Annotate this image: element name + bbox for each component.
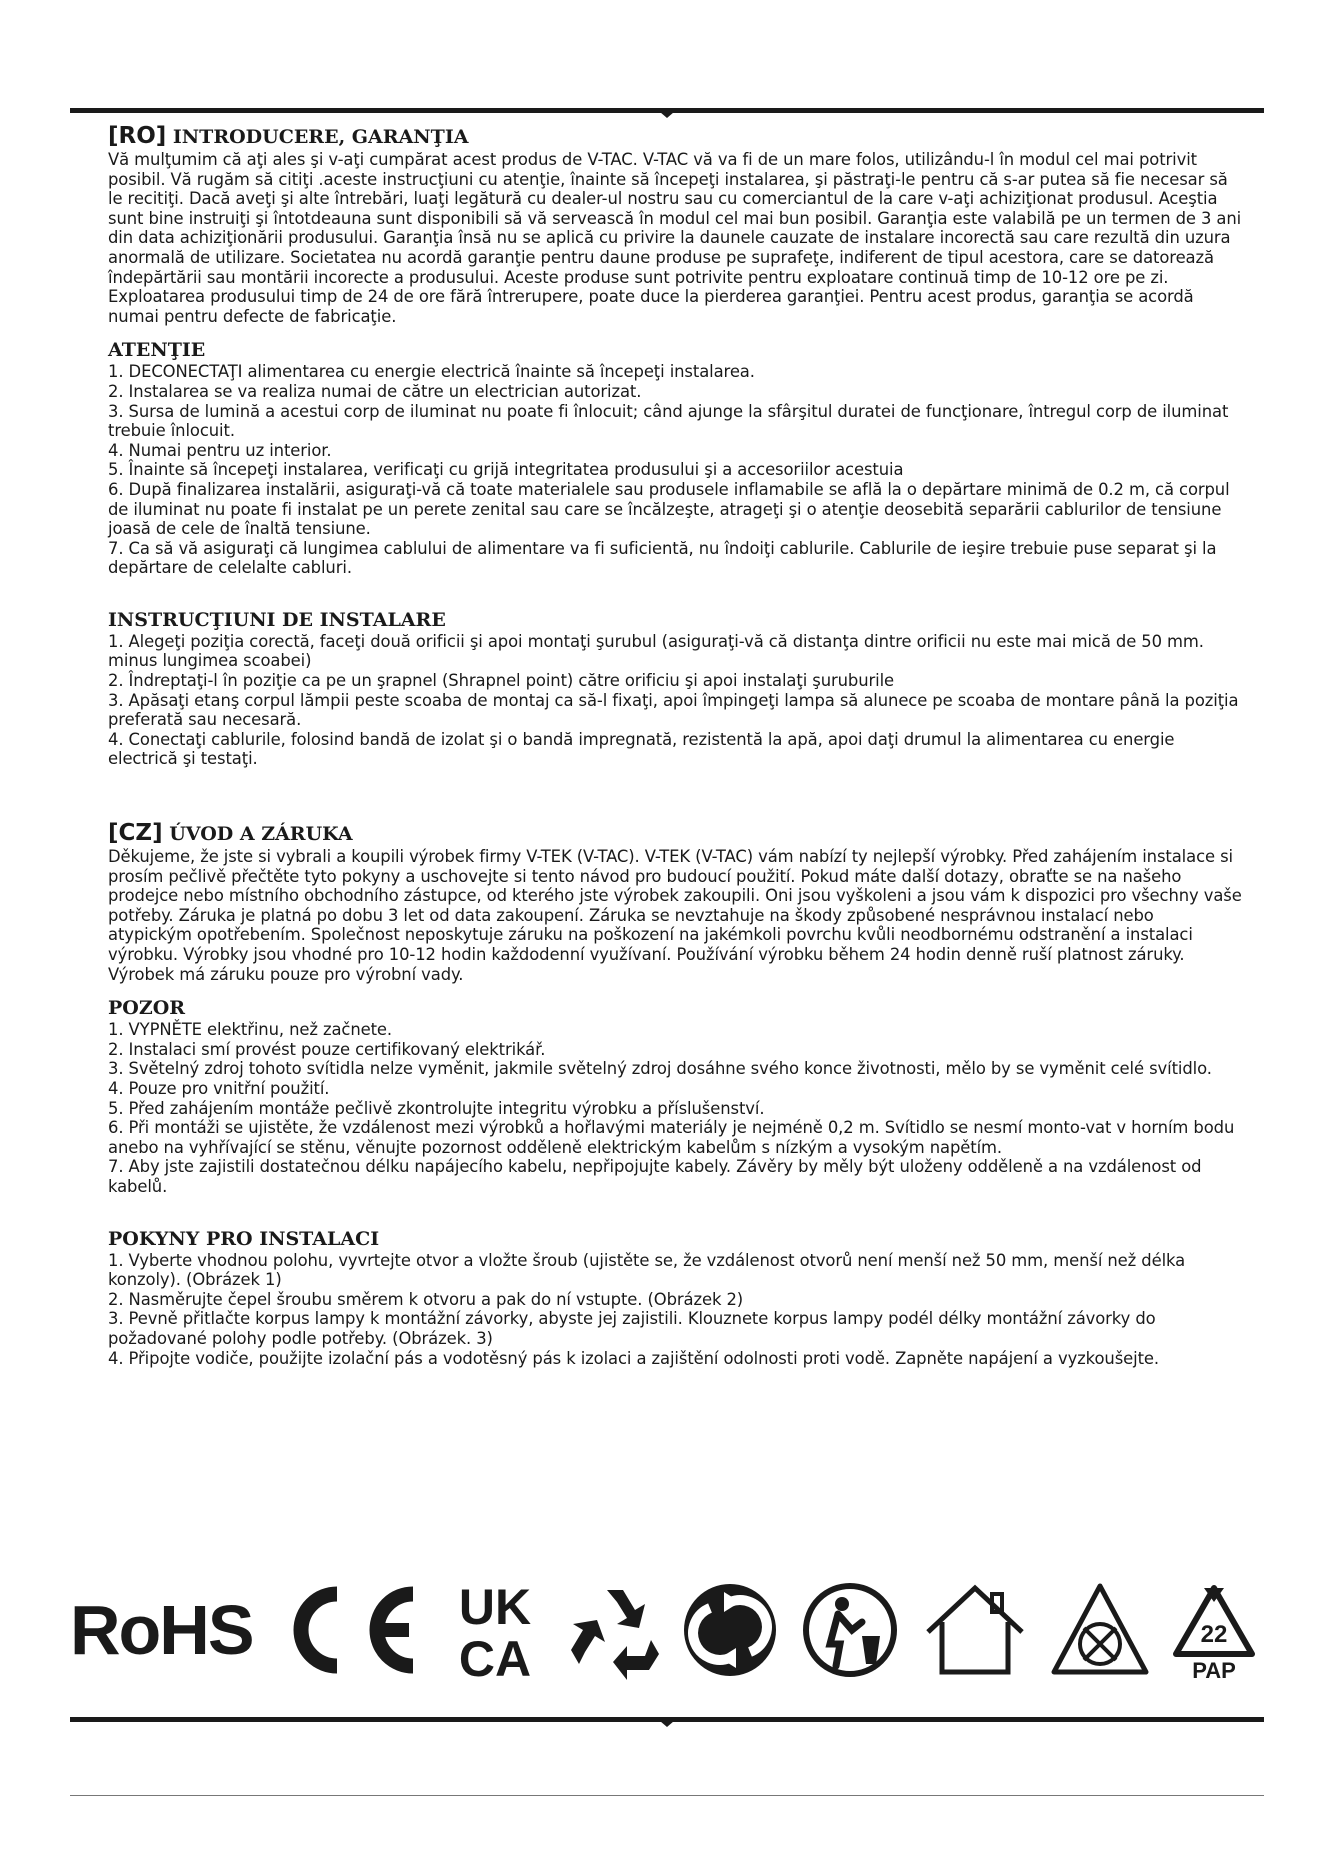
list-item: 7. Aby jste zajistili dostatečnou délku napájecího kabelu, nepřipojujte kabely. Závěry by měly být uloženy odděleně a na vzdálenost od kabelů. [108,1157,1202,1196]
green-dot-icon [680,1580,780,1680]
cz-install-list [108,1251,1242,1369]
pap-recycling-icon [1164,1580,1264,1680]
section-ro [108,124,1242,769]
list-item: 5. Před zahájením montáže pečlivě zkontrolujte integritu výrobku a příslušenství. [108,1098,765,1118]
top-rule [70,108,1264,113]
cz-install-title: POKYNY PRO INSTALACI [108,1227,380,1250]
ro-install-list [108,632,1242,769]
cz-attention-list [108,1020,1242,1196]
ukca-mark-icon [445,1580,545,1680]
cz-title: ÚVOD A ZÁRUKA [169,823,353,846]
list-item: 2. Îndreptaţi-l în poziţie ca pe un şrapnel (Shrapnel point) către orificiu şi apoi instalaţi şuruburile [108,671,895,691]
list-item: 1. VYPNĚTE elektřinu, než začnete. [108,1020,393,1040]
ce-mark-icon [275,1580,425,1680]
ro-code: [RO] [108,123,167,149]
ro-title: INTRODUCERE, GARANŢIA [172,126,469,148]
list-item: 4. Pouze pro vnitřní použití. [108,1078,330,1098]
document-body [108,124,1242,1368]
list-item: 6. Při montáži se ujistěte, že vzdálenost mezi výrobků a hořlavými materiály je nejméně 0,2 m. Svítidlo se nesmí monto-vat v horním bodu anebo na vyhřívající se stěnu, věnujte pozornost odděleně elektrickým kabelům s nízkým a vysokým napětím. [108,1118,1235,1157]
ukca-ca-text: CA [458,1631,532,1680]
list-item: 3. Apăsaţi etanş corpul lămpii peste scoaba de montaj ca să-l fixaţi, apoi împingeţi lampa să alunece pe scoaba de montare până la poziţia preferată sau necesară. [108,690,1239,730]
list-item: 4. Připojte vodiče, použijte izolační pás a vodotěsný pás k izolaci a zajištění odolnosti proti vodě. Zapněte napájení a vyzkoušejte. [108,1348,1159,1368]
list-item: 4. Conectaţi cablurile, folosind bandă de izolat şi o bandă impregnată, rezistentă la apă, apoi daţi drumul la alimentarea cu energie electrică şi testaţi. [108,729,1175,769]
list-item: 3. Sursa de lumină a acestui corp de iluminat nu poate fi înlocuit; când ajunge la sfârşitul duratei de funcţionare, întregul corp de iluminat trebuie înlocuit. [108,401,1229,441]
pap-label: PAP [1192,1658,1236,1680]
list-item: 2. Nasměrujte čepel šroubu směrem k otvoru a pak do ní vstupte. (Obrázek 2) [108,1289,744,1309]
cz-code: [CZ] [108,820,163,847]
list-item: 7. Ca să vă asiguraţi că lungimea cablului de alimentare va fi suficientă, nu îndoiţi cablurile. Cablurile de ieşire trebuie puse separat şi la depărtare de celelalte cabluri. [108,538,1217,578]
indoor-use-icon [920,1580,1030,1680]
section-cz [108,821,1242,1368]
list-item: 6. După finalizarea instalării, asiguraţi-vă că toate materialele sau produsele inflamabile se află la o depărtare minimă de 0.2 m, că corpul de iluminat nu poate fi instalat pe un perete zenital sau care se încălzeşte, atrageţi şi o atenţie deosebită separării cablurilor de tensiune joasă de cele de înaltă tensiune. [108,479,1230,539]
list-item: 4. Numai pentru uz interior. [108,440,332,460]
ro-heading [108,124,1242,149]
list-item: 2. Instalarea se va realiza numai de către un electrician autorizat. [108,381,642,401]
cz-intro: Děkujeme, že jste si vybrali a koupili výrobek firmy V-TEK (V-TAC). V-TEK (V-TAC) vám nabízí ty nejlepší výrobky. Před zahájením instalace si prosím pečlivě přečtěte tyto pokyny a uschovejte si tento návod pro budoucí použití. Pokud máte další dotazy, obraťte se na našeho prodejce nebo místního obchodního zástupce, od kterého jste výrobek zakoupili. Oni jsou vyškoleni a jsou vám k dispozici pro všechny vaše potřeby. Záruka je platná po dobu 3 let od data zakoupení. Záruka se nevztahuje na škody způsobené nesprávnou instalací nebo atypickým opotřebením. Společnost neposkytuje záruku na poškození na jakémkoli povrchu kvůli neodbornému odstranění a instalaci výrobku. Výrobky jsou vhodné pro 10-12 hodin každodenní využívaní. Používání výrobku během 24 hodin denně ruší platnost záruky. Výrobek má záruku pouze pro výrobní vady. [108,847,1242,984]
bottom-rule [70,1717,1264,1722]
ukca-uk-text: UK [458,1580,532,1635]
footer-line [70,1795,1264,1796]
ro-install-title: INSTRUCŢIUNI DE INSTALARE [108,608,446,631]
list-item: 3. Pevně přitlačte korpus lampy k montážní závorky, abyste jej zajistili. Klouznete korpus lampy podél délky montážní závorky do požadované polohy podle potřeby. (Obrázek. 3) [108,1309,1156,1348]
ro-attention-title: ATENŢIE [108,339,206,362]
list-item: 1. Vyberte vhodnou polohu, vyvrtejte otvor a vložte šroub (ujistěte se, že vzdálenost otvorů není menší než 50 mm, menší než délka konzoly). (Obrázek 1) [108,1250,1186,1290]
ro-attention-list [108,362,1242,578]
cz-attention-title: POZOR [108,997,186,1020]
no-direct-view-icon [1050,1580,1150,1680]
list-item: 1. Alegeţi poziţia corectă, faceţi două orificii şi apoi montaţi şurubul (asiguraţi-vă că distanţa dintre orificii nu este mai mică de 50 mm. minus lungimea scoabei) [108,631,1204,671]
rohs-mark: RoHS [70,1591,253,1669]
cz-heading [108,821,1242,846]
pap-number: 22 [1200,1621,1228,1648]
recycling-icon [565,1580,665,1680]
ro-intro: Vă mulţumim că aţi ales şi v-aţi cumpărat acest produs de V-TAC. V-TAC vă va fi de un mare folos, utilizându-l în modul cel mai potrivit posibil. Vă rugăm să citiţi .aceste instrucţiuni cu atenţie, înainte să începeţi instalarea, şi păstraţi-le pentru că s-ar putea să fie necesar să le recitiţi. Dacă aveţi şi alte întrebări, luaţi legătură cu dealer-ul nostru sau cu comerciantul de la care v-aţi achiziţionat produsul. Aceştia sunt bine instruiţi şi întotdeauna sunt disponibili să vă servească în modul cel mai bun posibil. Garanţia este valabilă pe un termen de 3 ani din data achiziţionării produsului. Garanţia însă nu se aplică cu privire la daunele cauzate de instalare incorectă sau care rezultă din uzura anormală de utilizare. Societatea nu acordă garanţie pentru daune produse pe suprafeţe, indiferent de tipul acestora, care se datorează îndepărtării sau montării incorecte a produsului. Aceste produse sunt potrivite pentru exploatare continuă timp de 10-12 ore pe zi. Exploatarea produsului timp de 24 de ore fără întrerupere, poate duce la pierderea garanţiei. Pentru acest produs, garanţia se acordă numai pentru defecte de fabricaţie. [108,150,1242,326]
list-item: 1. DECONECTAŢI alimentarea cu energie electrică înainte să începeţi instalarea. [108,362,755,382]
tidyman-icon [800,1580,900,1680]
list-item: 3. Světelný zdroj tohoto svítidla nelze vyměnit, jakmile světelný zdroj dosáhne svého konce životnosti, mělo by se vyměnit celé svítidlo. [108,1059,1212,1079]
list-item: 2. Instalaci smí provést pouze certifikovaný elektrikář. [108,1039,546,1059]
certification-symbols [70,1580,1264,1680]
list-item: 5. Înainte să începeţi instalarea, verificaţi cu grijă integritatea produsului şi a accesoriilor acestuia [108,460,904,480]
